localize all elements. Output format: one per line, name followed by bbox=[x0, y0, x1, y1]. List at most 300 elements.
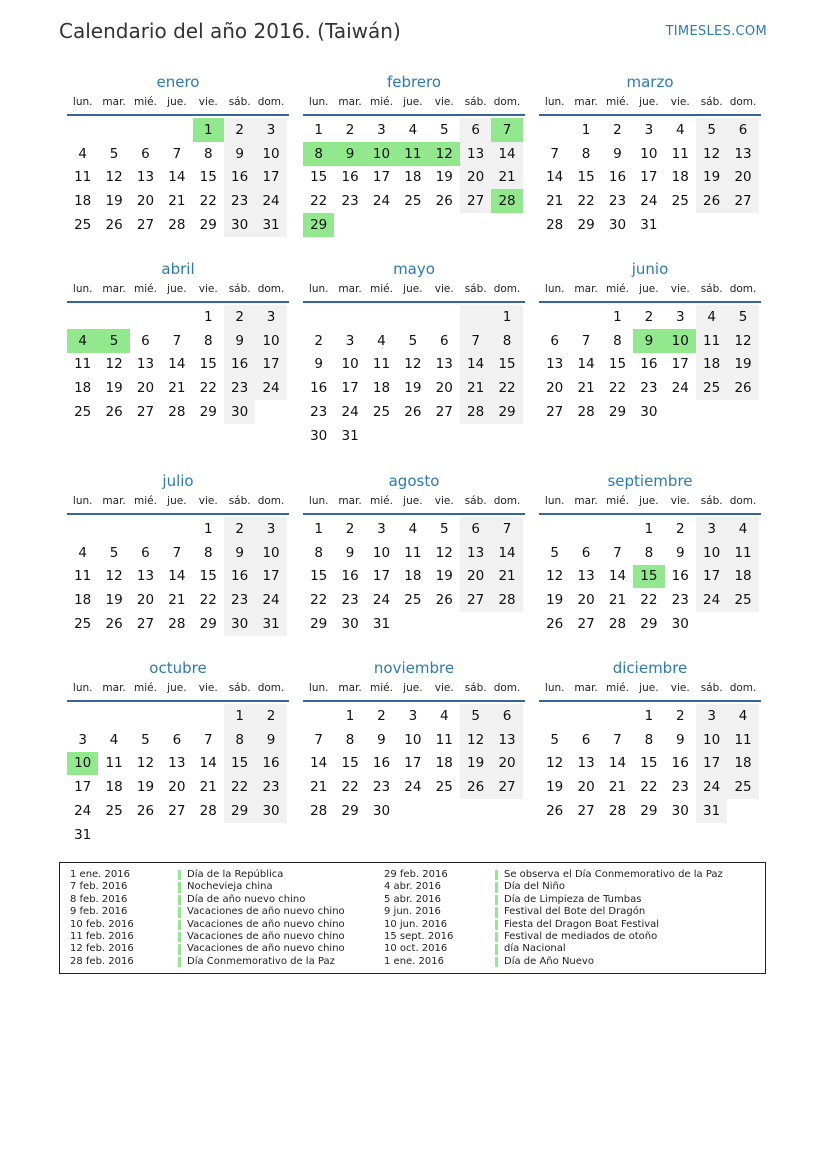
day-cell[interactable]: 6 bbox=[550, 332, 559, 349]
day-cell[interactable]: 12 bbox=[696, 142, 727, 166]
day-cell[interactable]: 22 bbox=[199, 193, 217, 210]
day-cell[interactable]: 28 bbox=[199, 803, 217, 820]
day-cell[interactable]: 10 bbox=[255, 541, 286, 565]
day-cell[interactable]: 5 bbox=[141, 731, 150, 748]
day-cell[interactable]: 23 bbox=[224, 189, 255, 213]
day-cell[interactable]: 1 bbox=[491, 305, 522, 329]
day-cell[interactable]: 21 bbox=[608, 779, 627, 796]
day-cell[interactable]: 27 bbox=[460, 588, 491, 612]
day-cell[interactable]: 13 bbox=[136, 568, 155, 585]
day-cell[interactable]: 30 bbox=[608, 217, 627, 234]
day-cell[interactable]: 2 bbox=[675, 707, 685, 724]
day-cell[interactable]: 27 bbox=[136, 217, 155, 234]
day-cell[interactable]: 9 bbox=[224, 541, 255, 565]
day-cell[interactable]: 31 bbox=[255, 213, 286, 237]
day-cell[interactable]: 15 bbox=[310, 169, 328, 186]
day-cell[interactable]: 5 bbox=[408, 332, 418, 349]
day-cell[interactable]: 23 bbox=[640, 380, 658, 397]
day-cell[interactable]: 8 bbox=[224, 728, 255, 752]
day-cell[interactable]: 26 bbox=[105, 217, 123, 234]
day-cell[interactable]: 31 bbox=[341, 427, 359, 444]
day-cell[interactable]: 12 bbox=[460, 728, 491, 752]
day-cell[interactable]: 14 bbox=[608, 755, 627, 772]
day-cell[interactable]: 3 bbox=[255, 517, 286, 541]
holiday-day-cell[interactable]: 29 bbox=[303, 213, 334, 237]
day-cell[interactable]: 6 bbox=[141, 145, 150, 162]
day-cell[interactable]: 28 bbox=[168, 616, 186, 633]
day-cell[interactable]: 17 bbox=[404, 755, 422, 772]
day-cell[interactable]: 24 bbox=[341, 404, 359, 421]
day-cell[interactable]: 25 bbox=[404, 592, 422, 609]
day-cell[interactable]: 4 bbox=[78, 145, 87, 162]
holiday-day-cell[interactable]: 12 bbox=[429, 142, 460, 166]
day-cell[interactable]: 21 bbox=[168, 380, 186, 397]
day-cell[interactable]: 12 bbox=[727, 329, 758, 353]
day-cell[interactable]: 11 bbox=[74, 356, 92, 373]
holiday-day-cell[interactable]: 10 bbox=[665, 329, 696, 353]
day-cell[interactable]: 16 bbox=[671, 568, 689, 585]
day-cell[interactable]: 30 bbox=[255, 799, 286, 823]
day-cell[interactable]: 20 bbox=[435, 380, 453, 397]
day-cell[interactable]: 8 bbox=[345, 731, 355, 748]
day-cell[interactable]: 22 bbox=[199, 380, 217, 397]
day-cell[interactable]: 7 bbox=[172, 332, 182, 349]
holiday-day-cell[interactable]: 10 bbox=[366, 142, 397, 166]
day-cell[interactable]: 28 bbox=[546, 217, 564, 234]
day-cell[interactable]: 26 bbox=[435, 592, 453, 609]
day-cell[interactable]: 1 bbox=[345, 707, 355, 724]
day-cell[interactable]: 23 bbox=[341, 592, 359, 609]
day-cell[interactable]: 19 bbox=[546, 779, 564, 796]
day-cell[interactable]: 29 bbox=[199, 616, 217, 633]
day-cell[interactable]: 24 bbox=[255, 588, 286, 612]
day-cell[interactable]: 25 bbox=[727, 775, 758, 799]
day-cell[interactable]: 18 bbox=[372, 380, 391, 397]
day-cell[interactable]: 30 bbox=[671, 616, 689, 633]
day-cell[interactable]: 16 bbox=[372, 755, 391, 772]
day-cell[interactable]: 18 bbox=[671, 169, 689, 186]
site-logo-text[interactable]: TIMESLES.COM bbox=[665, 24, 767, 39]
day-cell[interactable]: 15 bbox=[199, 169, 217, 186]
day-cell[interactable]: 7 bbox=[581, 332, 591, 349]
day-cell[interactable]: 21 bbox=[310, 779, 328, 796]
day-cell[interactable]: 26 bbox=[404, 404, 422, 421]
day-cell[interactable]: 24 bbox=[255, 189, 286, 213]
day-cell[interactable]: 10 bbox=[696, 728, 727, 752]
day-cell[interactable]: 23 bbox=[255, 775, 286, 799]
day-cell[interactable]: 30 bbox=[224, 213, 255, 237]
day-cell[interactable]: 26 bbox=[105, 616, 123, 633]
day-cell[interactable]: 29 bbox=[640, 616, 658, 633]
day-cell[interactable]: 3 bbox=[696, 704, 727, 728]
holiday-day-cell[interactable]: 11 bbox=[397, 142, 428, 166]
day-cell[interactable]: 23 bbox=[608, 193, 627, 210]
day-cell[interactable]: 23 bbox=[671, 779, 689, 796]
day-cell[interactable]: 2 bbox=[345, 520, 355, 537]
day-cell[interactable]: 18 bbox=[435, 755, 453, 772]
day-cell[interactable]: 12 bbox=[105, 169, 123, 186]
day-cell[interactable]: 16 bbox=[255, 752, 286, 776]
day-cell[interactable]: 2 bbox=[345, 121, 355, 138]
day-cell[interactable]: 5 bbox=[109, 145, 119, 162]
day-cell[interactable]: 1 bbox=[644, 520, 654, 537]
day-cell[interactable]: 24 bbox=[404, 779, 422, 796]
day-cell[interactable]: 24 bbox=[74, 803, 92, 820]
day-cell[interactable]: 21 bbox=[491, 166, 522, 190]
day-cell[interactable]: 18 bbox=[696, 353, 727, 377]
day-cell[interactable]: 8 bbox=[491, 329, 522, 353]
day-cell[interactable]: 4 bbox=[408, 520, 418, 537]
day-cell[interactable]: 2 bbox=[224, 118, 255, 142]
day-cell[interactable]: 10 bbox=[255, 142, 286, 166]
day-cell[interactable]: 26 bbox=[696, 189, 727, 213]
day-cell[interactable]: 22 bbox=[310, 193, 328, 210]
day-cell[interactable]: 14 bbox=[168, 568, 186, 585]
day-cell[interactable]: 18 bbox=[727, 565, 758, 589]
day-cell[interactable]: 9 bbox=[675, 544, 685, 561]
day-cell[interactable]: 22 bbox=[577, 193, 595, 210]
day-cell[interactable]: 20 bbox=[168, 779, 186, 796]
day-cell[interactable]: 29 bbox=[224, 799, 255, 823]
day-cell[interactable]: 11 bbox=[105, 755, 123, 772]
day-cell[interactable]: 24 bbox=[640, 193, 658, 210]
holiday-day-cell[interactable]: 7 bbox=[491, 118, 522, 142]
day-cell[interactable]: 12 bbox=[105, 568, 123, 585]
day-cell[interactable]: 14 bbox=[491, 541, 522, 565]
day-cell[interactable]: 29 bbox=[341, 803, 359, 820]
day-cell[interactable]: 14 bbox=[168, 356, 186, 373]
day-cell[interactable]: 9 bbox=[314, 356, 323, 373]
day-cell[interactable]: 30 bbox=[341, 616, 359, 633]
day-cell[interactable]: 11 bbox=[671, 145, 689, 162]
day-cell[interactable]: 4 bbox=[109, 731, 119, 748]
day-cell[interactable]: 26 bbox=[727, 376, 758, 400]
day-cell[interactable]: 16 bbox=[671, 755, 689, 772]
day-cell[interactable]: 22 bbox=[640, 779, 658, 796]
day-cell[interactable]: 2 bbox=[644, 308, 654, 325]
day-cell[interactable]: 7 bbox=[203, 731, 213, 748]
day-cell[interactable]: 20 bbox=[136, 193, 155, 210]
day-cell[interactable]: 12 bbox=[105, 356, 123, 373]
day-cell[interactable]: 20 bbox=[577, 779, 595, 796]
day-cell[interactable]: 25 bbox=[74, 404, 92, 421]
day-cell[interactable]: 16 bbox=[224, 166, 255, 190]
day-cell[interactable]: 18 bbox=[74, 592, 92, 609]
day-cell[interactable]: 5 bbox=[727, 305, 758, 329]
day-cell[interactable]: 14 bbox=[577, 356, 595, 373]
day-cell[interactable]: 25 bbox=[74, 616, 92, 633]
day-cell[interactable]: 17 bbox=[255, 565, 286, 589]
day-cell[interactable]: 27 bbox=[435, 404, 453, 421]
day-cell[interactable]: 18 bbox=[74, 193, 92, 210]
day-cell[interactable]: 1 bbox=[644, 707, 654, 724]
day-cell[interactable]: 20 bbox=[577, 592, 595, 609]
day-cell[interactable]: 5 bbox=[439, 520, 449, 537]
day-cell[interactable]: 27 bbox=[491, 775, 522, 799]
day-cell[interactable]: 20 bbox=[460, 565, 491, 589]
day-cell[interactable]: 26 bbox=[435, 193, 453, 210]
day-cell[interactable]: 12 bbox=[435, 544, 453, 561]
day-cell[interactable]: 7 bbox=[172, 544, 182, 561]
day-cell[interactable]: 17 bbox=[255, 353, 286, 377]
day-cell[interactable]: 15 bbox=[199, 568, 217, 585]
day-cell[interactable]: 4 bbox=[78, 544, 87, 561]
day-cell[interactable]: 13 bbox=[136, 356, 155, 373]
day-cell[interactable]: 3 bbox=[377, 520, 386, 537]
day-cell[interactable]: 23 bbox=[224, 588, 255, 612]
day-cell[interactable]: 19 bbox=[105, 193, 123, 210]
day-cell[interactable]: 11 bbox=[696, 329, 727, 353]
day-cell[interactable]: 17 bbox=[696, 752, 727, 776]
day-cell[interactable]: 6 bbox=[460, 517, 491, 541]
day-cell[interactable]: 8 bbox=[203, 332, 213, 349]
day-cell[interactable]: 27 bbox=[577, 803, 595, 820]
day-cell[interactable]: 13 bbox=[577, 755, 595, 772]
holiday-day-cell[interactable]: 8 bbox=[303, 142, 334, 166]
day-cell[interactable]: 16 bbox=[224, 565, 255, 589]
day-cell[interactable]: 24 bbox=[255, 376, 286, 400]
day-cell[interactable]: 8 bbox=[203, 544, 213, 561]
day-cell[interactable]: 28 bbox=[168, 217, 186, 234]
day-cell[interactable]: 25 bbox=[435, 779, 453, 796]
day-cell[interactable]: 15 bbox=[577, 169, 595, 186]
day-cell[interactable]: 13 bbox=[168, 755, 186, 772]
day-cell[interactable]: 12 bbox=[404, 356, 422, 373]
day-cell[interactable]: 8 bbox=[644, 731, 654, 748]
day-cell[interactable]: 19 bbox=[460, 752, 491, 776]
day-cell[interactable]: 11 bbox=[74, 568, 92, 585]
day-cell[interactable]: 14 bbox=[310, 755, 328, 772]
day-cell[interactable]: 8 bbox=[644, 544, 654, 561]
day-cell[interactable]: 2 bbox=[224, 305, 255, 329]
day-cell[interactable]: 26 bbox=[546, 616, 564, 633]
day-cell[interactable]: 27 bbox=[136, 404, 155, 421]
day-cell[interactable]: 2 bbox=[255, 704, 286, 728]
day-cell[interactable]: 19 bbox=[727, 353, 758, 377]
day-cell[interactable]: 19 bbox=[105, 592, 123, 609]
day-cell[interactable]: 12 bbox=[136, 755, 155, 772]
day-cell[interactable]: 22 bbox=[491, 376, 522, 400]
day-cell[interactable]: 25 bbox=[105, 803, 123, 820]
day-cell[interactable]: 24 bbox=[671, 380, 689, 397]
day-cell[interactable]: 14 bbox=[460, 353, 491, 377]
day-cell[interactable]: 13 bbox=[727, 142, 758, 166]
day-cell[interactable]: 24 bbox=[696, 588, 727, 612]
day-cell[interactable]: 5 bbox=[550, 544, 559, 561]
day-cell[interactable]: 24 bbox=[372, 592, 391, 609]
day-cell[interactable]: 18 bbox=[105, 779, 123, 796]
day-cell[interactable]: 9 bbox=[613, 145, 622, 162]
day-cell[interactable]: 24 bbox=[696, 775, 727, 799]
day-cell[interactable]: 21 bbox=[199, 779, 217, 796]
day-cell[interactable]: 31 bbox=[640, 217, 658, 234]
day-cell[interactable]: 5 bbox=[109, 544, 119, 561]
day-cell[interactable]: 4 bbox=[439, 707, 449, 724]
day-cell[interactable]: 30 bbox=[640, 404, 658, 421]
day-cell[interactable]: 10 bbox=[640, 145, 658, 162]
day-cell[interactable]: 26 bbox=[546, 803, 564, 820]
day-cell[interactable]: 29 bbox=[310, 616, 328, 633]
day-cell[interactable]: 7 bbox=[550, 145, 559, 162]
day-cell[interactable]: 27 bbox=[577, 616, 595, 633]
day-cell[interactable]: 1 bbox=[224, 704, 255, 728]
day-cell[interactable]: 4 bbox=[675, 121, 685, 138]
day-cell[interactable]: 15 bbox=[310, 568, 328, 585]
day-cell[interactable]: 1 bbox=[203, 520, 213, 537]
day-cell[interactable]: 14 bbox=[608, 568, 627, 585]
day-cell[interactable]: 3 bbox=[377, 121, 386, 138]
day-cell[interactable]: 3 bbox=[696, 517, 727, 541]
day-cell[interactable]: 21 bbox=[460, 376, 491, 400]
day-cell[interactable]: 5 bbox=[696, 118, 727, 142]
holiday-day-cell[interactable]: 9 bbox=[334, 142, 365, 166]
day-cell[interactable]: 15 bbox=[341, 755, 359, 772]
day-cell[interactable]: 3 bbox=[675, 308, 685, 325]
day-cell[interactable]: 6 bbox=[581, 544, 591, 561]
day-cell[interactable]: 30 bbox=[671, 803, 689, 820]
day-cell[interactable]: 29 bbox=[491, 400, 522, 424]
day-cell[interactable]: 15 bbox=[640, 755, 658, 772]
day-cell[interactable]: 7 bbox=[613, 544, 622, 561]
day-cell[interactable]: 17 bbox=[671, 356, 689, 373]
day-cell[interactable]: 31 bbox=[255, 612, 286, 636]
day-cell[interactable]: 31 bbox=[74, 826, 92, 843]
day-cell[interactable]: 3 bbox=[255, 118, 286, 142]
day-cell[interactable]: 13 bbox=[460, 142, 491, 166]
day-cell[interactable]: 29 bbox=[199, 404, 217, 421]
day-cell[interactable]: 21 bbox=[168, 592, 186, 609]
holiday-day-cell[interactable]: 28 bbox=[491, 189, 522, 213]
day-cell[interactable]: 12 bbox=[546, 755, 564, 772]
day-cell[interactable]: 6 bbox=[460, 118, 491, 142]
day-cell[interactable]: 2 bbox=[675, 520, 685, 537]
day-cell[interactable]: 28 bbox=[491, 588, 522, 612]
day-cell[interactable]: 21 bbox=[577, 380, 595, 397]
day-cell[interactable]: 2 bbox=[613, 121, 622, 138]
day-cell[interactable]: 13 bbox=[136, 169, 155, 186]
day-cell[interactable]: 19 bbox=[136, 779, 155, 796]
day-cell[interactable]: 30 bbox=[224, 612, 255, 636]
day-cell[interactable]: 11 bbox=[404, 544, 422, 561]
day-cell[interactable]: 8 bbox=[314, 544, 323, 561]
day-cell[interactable]: 1 bbox=[314, 121, 323, 138]
day-cell[interactable]: 16 bbox=[310, 380, 328, 397]
day-cell[interactable]: 29 bbox=[199, 217, 217, 234]
day-cell[interactable]: 13 bbox=[577, 568, 595, 585]
day-cell[interactable]: 8 bbox=[203, 145, 213, 162]
day-cell[interactable]: 26 bbox=[460, 775, 491, 799]
day-cell[interactable]: 21 bbox=[491, 565, 522, 589]
day-cell[interactable]: 3 bbox=[255, 305, 286, 329]
day-cell[interactable]: 20 bbox=[546, 380, 564, 397]
day-cell[interactable]: 29 bbox=[608, 404, 627, 421]
day-cell[interactable]: 4 bbox=[408, 121, 418, 138]
day-cell[interactable]: 1 bbox=[613, 308, 622, 325]
day-cell[interactable]: 5 bbox=[439, 121, 449, 138]
day-cell[interactable]: 10 bbox=[696, 541, 727, 565]
day-cell[interactable]: 16 bbox=[341, 169, 359, 186]
day-cell[interactable]: 10 bbox=[341, 356, 359, 373]
day-cell[interactable]: 30 bbox=[372, 803, 391, 820]
day-cell[interactable]: 23 bbox=[671, 592, 689, 609]
day-cell[interactable]: 26 bbox=[105, 404, 123, 421]
day-cell[interactable]: 27 bbox=[546, 404, 564, 421]
day-cell[interactable]: 7 bbox=[613, 731, 622, 748]
holiday-day-cell[interactable]: 4 bbox=[67, 329, 98, 353]
day-cell[interactable]: 17 bbox=[255, 166, 286, 190]
day-cell[interactable]: 7 bbox=[491, 517, 522, 541]
day-cell[interactable]: 19 bbox=[546, 592, 564, 609]
day-cell[interactable]: 18 bbox=[727, 752, 758, 776]
day-cell[interactable]: 22 bbox=[199, 592, 217, 609]
day-cell[interactable]: 20 bbox=[136, 592, 155, 609]
day-cell[interactable]: 30 bbox=[310, 427, 328, 444]
day-cell[interactable]: 3 bbox=[78, 731, 87, 748]
day-cell[interactable]: 6 bbox=[439, 332, 449, 349]
day-cell[interactable]: 9 bbox=[377, 731, 386, 748]
day-cell[interactable]: 27 bbox=[136, 616, 155, 633]
holiday-day-cell[interactable]: 1 bbox=[193, 118, 224, 142]
day-cell[interactable]: 7 bbox=[314, 731, 323, 748]
day-cell[interactable]: 28 bbox=[577, 404, 595, 421]
day-cell[interactable]: 11 bbox=[727, 541, 758, 565]
day-cell[interactable]: 19 bbox=[105, 380, 123, 397]
day-cell[interactable]: 17 bbox=[372, 568, 391, 585]
day-cell[interactable]: 14 bbox=[546, 169, 564, 186]
day-cell[interactable]: 2 bbox=[314, 332, 323, 349]
day-cell[interactable]: 31 bbox=[696, 799, 727, 823]
day-cell[interactable]: 25 bbox=[74, 217, 92, 234]
holiday-day-cell[interactable]: 15 bbox=[633, 565, 664, 589]
day-cell[interactable]: 10 bbox=[404, 731, 422, 748]
day-cell[interactable]: 23 bbox=[372, 779, 391, 796]
day-cell[interactable]: 17 bbox=[74, 779, 92, 796]
day-cell[interactable]: 16 bbox=[608, 169, 627, 186]
day-cell[interactable]: 15 bbox=[224, 752, 255, 776]
day-cell[interactable]: 19 bbox=[435, 568, 453, 585]
day-cell[interactable]: 19 bbox=[696, 166, 727, 190]
day-cell[interactable]: 13 bbox=[435, 356, 453, 373]
day-cell[interactable]: 11 bbox=[435, 731, 453, 748]
day-cell[interactable]: 2 bbox=[224, 517, 255, 541]
day-cell[interactable]: 3 bbox=[408, 707, 418, 724]
day-cell[interactable]: 25 bbox=[404, 193, 422, 210]
day-cell[interactable]: 17 bbox=[341, 380, 359, 397]
day-cell[interactable]: 20 bbox=[136, 380, 155, 397]
day-cell[interactable]: 27 bbox=[168, 803, 186, 820]
day-cell[interactable]: 29 bbox=[640, 803, 658, 820]
day-cell[interactable]: 31 bbox=[372, 616, 391, 633]
day-cell[interactable]: 10 bbox=[255, 329, 286, 353]
day-cell[interactable]: 3 bbox=[644, 121, 654, 138]
day-cell[interactable]: 20 bbox=[491, 752, 522, 776]
holiday-day-cell[interactable]: 10 bbox=[67, 752, 98, 776]
day-cell[interactable]: 14 bbox=[491, 142, 522, 166]
day-cell[interactable]: 8 bbox=[581, 145, 591, 162]
day-cell[interactable]: 9 bbox=[675, 731, 685, 748]
day-cell[interactable]: 6 bbox=[141, 544, 150, 561]
day-cell[interactable]: 16 bbox=[224, 353, 255, 377]
day-cell[interactable]: 4 bbox=[727, 517, 758, 541]
day-cell[interactable]: 22 bbox=[608, 380, 627, 397]
day-cell[interactable]: 25 bbox=[696, 376, 727, 400]
day-cell[interactable]: 5 bbox=[460, 704, 491, 728]
holiday-day-cell[interactable]: 9 bbox=[633, 329, 664, 353]
day-cell[interactable]: 22 bbox=[640, 592, 658, 609]
day-cell[interactable]: 17 bbox=[372, 169, 391, 186]
day-cell[interactable]: 5 bbox=[550, 731, 559, 748]
day-cell[interactable]: 6 bbox=[581, 731, 591, 748]
